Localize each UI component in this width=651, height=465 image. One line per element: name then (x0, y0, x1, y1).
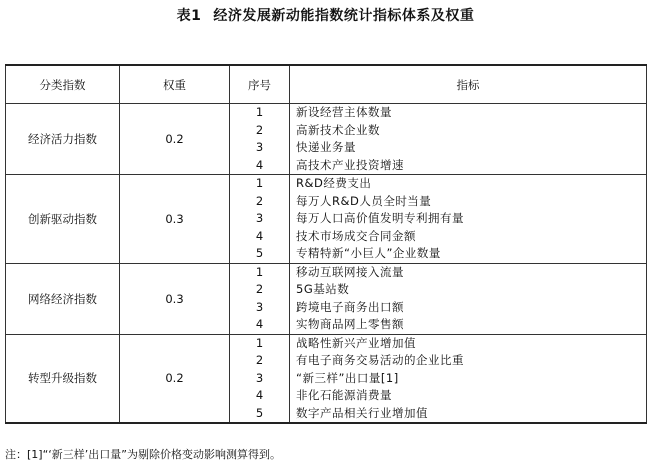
indicator-item: 跨境电子商务出口额 (296, 299, 404, 314)
weight-cell: 0.3 (120, 263, 230, 334)
indicator-item: 移动互联网接入流量 (296, 264, 404, 279)
weight-cell: 0.3 (120, 175, 230, 264)
indicator-cell (290, 263, 647, 334)
indicator-item: 5G基站数 (296, 282, 350, 296)
indicator-item: 高技术产业投资增速 (296, 157, 404, 172)
seq-number: 4 (255, 388, 264, 402)
indicator-item: 数字产品相关行业增加值 (296, 405, 428, 420)
seq-number: 1 (255, 176, 264, 190)
category-cell: 创新驱动指数 (6, 175, 120, 264)
seq-number: 4 (255, 317, 264, 331)
weight-cell: 0.2 (120, 104, 230, 175)
seq-number: 4 (255, 157, 264, 172)
indicator-item: 有电子商务交易活动的企业比重 (296, 353, 464, 367)
table-row (6, 104, 647, 175)
header-category: 分类指数 (6, 65, 120, 104)
indicator-item: 战略性新兴产业增加值 (296, 335, 416, 350)
seq-number: 1 (255, 264, 264, 279)
table-row (6, 175, 647, 264)
weight-cell: 0.2 (120, 334, 230, 423)
header-row (6, 65, 647, 104)
indicator-item: 技术市场成交合同金额 (296, 228, 416, 243)
seq-number: 4 (255, 228, 264, 243)
seq-cell (230, 334, 290, 423)
seq-number: 3 (255, 140, 264, 154)
indicator-item: 每万人口高价值发明专利拥有量 (296, 211, 464, 225)
table-number: 表1 (176, 8, 202, 24)
seq-number: 2 (255, 353, 264, 367)
table-footnote: 注：[1]“‘新三样’出口量”为剔除价格变动影响测算得到。 (5, 448, 281, 461)
indicator-item: 非化石能源消费量 (296, 388, 392, 402)
indicator-item: “新三样”出口量[1] (296, 370, 399, 385)
indicator-cell (290, 104, 647, 175)
seq-number: 1 (255, 105, 264, 119)
category-cell: 经济活力指数 (6, 104, 120, 175)
indicator-item: 专精特新“小巨人”企业数量 (296, 246, 441, 260)
seq-cell (230, 263, 290, 334)
table-row (6, 263, 647, 334)
indicator-cell (290, 334, 647, 423)
seq-cell (230, 104, 290, 175)
seq-cell (230, 175, 290, 264)
seq-number: 3 (255, 211, 264, 225)
seq-number: 1 (255, 335, 264, 350)
seq-number: 2 (255, 122, 264, 137)
header-seq: 序号 (230, 65, 290, 104)
table-title-text: 经济发展新动能指数统计指标体系及权重 (213, 8, 475, 24)
seq-number: 2 (255, 193, 264, 208)
indicator-item: 每万人R&D人员全时当量 (296, 193, 432, 208)
seq-number: 5 (255, 405, 264, 420)
seq-number: 5 (255, 246, 264, 260)
seq-number: 3 (255, 299, 264, 314)
indicator-item: 快递业务量 (296, 140, 356, 154)
indicator-cell (290, 175, 647, 264)
header-weight: 权重 (120, 65, 230, 104)
indicator-item: 实物商品网上零售额 (296, 317, 404, 331)
table-row (6, 334, 647, 423)
category-cell: 转型升级指数 (6, 334, 120, 423)
indicator-item: 高新技术企业数 (296, 122, 380, 137)
category-cell: 网络经济指数 (6, 263, 120, 334)
indicator-item: R&D经费支出 (296, 176, 372, 190)
header-indicator: 指标 (290, 65, 647, 104)
seq-number: 2 (255, 282, 264, 296)
table-title (0, 5, 651, 25)
indicator-table (5, 64, 647, 424)
seq-number: 3 (255, 370, 264, 385)
indicator-item: 新设经营主体数量 (296, 105, 392, 119)
